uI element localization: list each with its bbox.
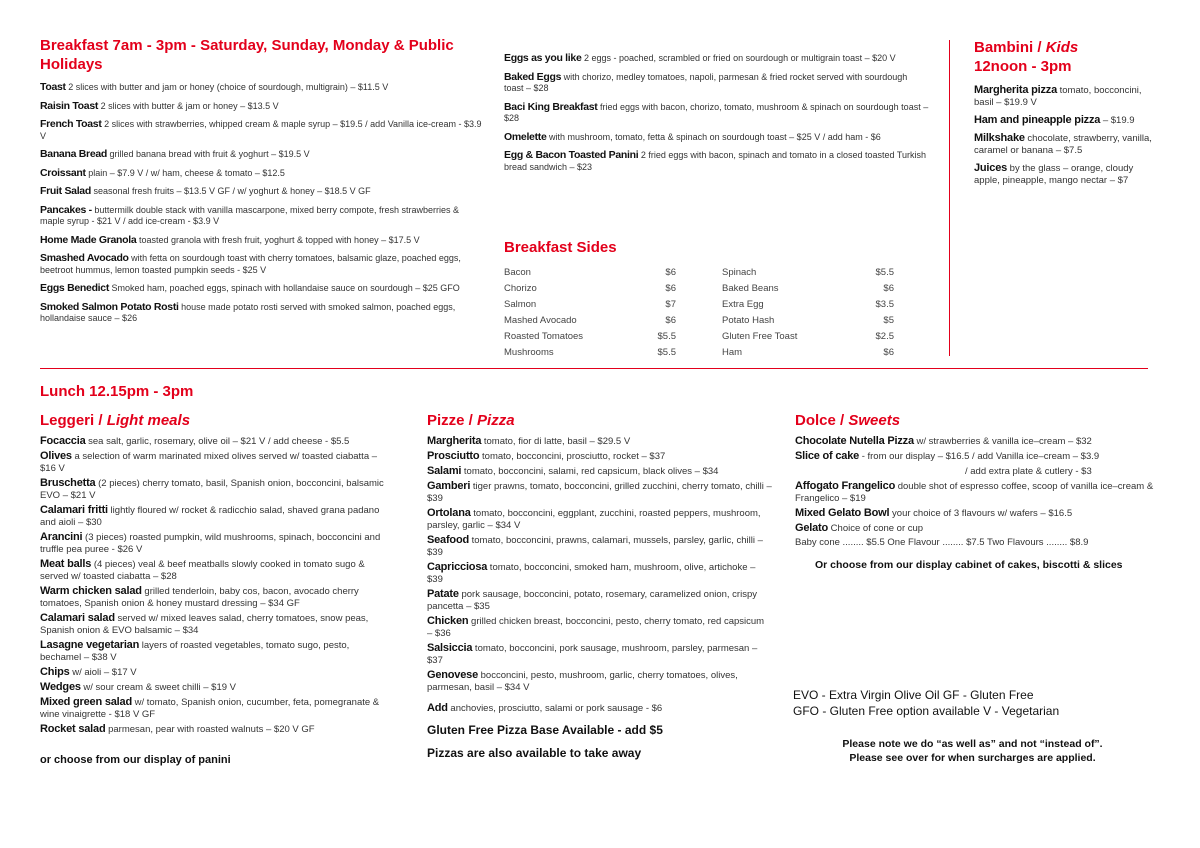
menu-item-name: Mixed green salad (40, 696, 132, 708)
menu-item-desc: w/ sour cream & sweet chilli – $19 V (80, 682, 237, 693)
pizze-title-b: Pizza (477, 412, 515, 429)
menu-item (40, 531, 390, 556)
menu-item-name: Ortolana (427, 507, 471, 519)
menu-item (974, 114, 1154, 127)
menu-item-name: Raisin Toast (40, 99, 99, 112)
menu-item (795, 507, 1155, 520)
menu-item-name: Gelato (795, 522, 829, 534)
menu-item (795, 450, 1155, 463)
menu-item (504, 150, 929, 173)
menu-item-desc: double shot of espresso coffee, scoop of vanilla ice–cream & Frangelico – $19 (795, 481, 1154, 504)
menu-item-desc: tiger prawns, tomato, bocconcini, grilled zucchini, cherry tomato, chilli – $39 (427, 481, 772, 504)
menu-item-name: Margherita (427, 435, 482, 447)
menu-item-name: Egg & Bacon Toasted Panini (504, 149, 639, 161)
menu-item (40, 585, 390, 610)
menu-item-name: Pancakes - (40, 203, 92, 216)
menu-item-desc: toasted granola with fresh fruit, yoghurt & topped with honey – $17.5 V (136, 234, 420, 245)
menu-item-name: Slice of cake (795, 450, 860, 462)
menu-item (40, 681, 390, 694)
breakfast-section (40, 36, 485, 332)
sides-right-column (722, 265, 894, 361)
menu-item-desc: Choice of cone or cup (828, 523, 924, 534)
pizze-list (427, 435, 772, 694)
gelato-prices: Baby cone ........ $5.5 One Flavour ........ $7.5 Two Flavours ........ $8.9 (795, 537, 1089, 548)
side-item (504, 297, 676, 313)
menu-item-name: Home Made Granola (40, 233, 137, 246)
menu-item (40, 666, 390, 679)
menu-item-name: Smoked Salmon Potato Rosti (40, 300, 179, 313)
side-item-price: $2.5 (875, 331, 894, 342)
surcharge-note (795, 737, 1150, 765)
menu-item-name: Eggs as you like (504, 52, 582, 64)
menu-item-name: Gamberi (427, 480, 471, 492)
pizze-title (427, 411, 772, 430)
menu-item-name: Rocket salad (40, 723, 106, 735)
menu-item-name: Capricciosa (427, 561, 488, 573)
menu-item-name: Omelette (504, 130, 547, 143)
menu-item (40, 504, 390, 529)
menu-item (795, 480, 1155, 505)
side-item-name: Ham (722, 347, 743, 358)
side-item (504, 345, 676, 361)
menu-item-name: Ham and pineapple pizza (974, 114, 1101, 126)
menu-item (40, 696, 390, 721)
menu-item (795, 522, 1155, 535)
lunch-title: Lunch 12.15pm - 3pm (40, 383, 194, 400)
menu-item (427, 642, 772, 667)
breakfast-title: Breakfast 7am - 3pm - Saturday, Sunday, Monday & Public Holidays (40, 37, 454, 73)
kids-section (974, 38, 1154, 192)
menu-item-desc: tomato, bocconcini, basil – $19.9 V (974, 85, 1142, 108)
leggeri-title (40, 411, 390, 430)
side-item-name: Mushrooms (504, 347, 554, 358)
legend-line-1: EVO - Extra Virgin Olive Oil GF - Gluten Free (793, 688, 1034, 702)
menu-item (427, 465, 772, 478)
side-item (722, 329, 894, 345)
menu-item-desc: with fetta on sourdough toast with cherry tomatoes, balsamic glaze, poached eggs, beetroot hummus, lemon toasted pumpkin seeds - $25 V (40, 253, 461, 275)
pizza-add-desc: anchovies, prosciutto, salami or pork sausage - $6 (447, 703, 663, 714)
horizontal-divider (40, 368, 1148, 369)
menu-item (427, 669, 772, 694)
side-item-price: $7 (665, 299, 676, 310)
menu-item (40, 82, 485, 94)
menu-item (40, 186, 485, 198)
legend-line-2: GFO - Gluten Free option available V - Vegetarian (793, 704, 1060, 718)
breakfast-list-2 (504, 53, 929, 173)
menu-item-desc: pork sausage, bocconcini, potato, rosemary, caramelized onion, crispy pancetta – $35 (427, 589, 757, 612)
menu-item-desc: tomato, bocconcini, salami, red capsicum, black olives – $34 (461, 466, 719, 477)
menu-item (40, 283, 485, 295)
menu-item (504, 53, 929, 65)
menu-item (40, 477, 390, 502)
menu-item (427, 507, 772, 532)
menu-item (40, 253, 485, 276)
side-item-name: Mashed Avocado (504, 315, 577, 326)
breakfast-list (40, 82, 485, 325)
menu-item-name: Salami (427, 465, 462, 477)
pizza-add (427, 702, 772, 715)
takeaway-note: Pizzas are also available to take away (427, 746, 642, 760)
breakfast-sides-title: Breakfast Sides (504, 239, 617, 256)
menu-item (974, 132, 1154, 157)
menu-item-desc: 2 slices with butter & jam or honey – $13.5 V (98, 100, 279, 111)
panini-note: or choose from our display of panini (40, 754, 231, 766)
menu-item-desc: layers of roasted vegetables, tomato sugo, pesto, bechamel – $38 V (40, 640, 350, 663)
menu-item-name: Bruschetta (40, 477, 96, 489)
side-item-price: $6 (883, 283, 894, 294)
side-item-name: Spinach (722, 267, 757, 278)
dolce-list (795, 435, 1155, 535)
side-item-name: Salmon (504, 299, 537, 310)
menu-item-desc: house made potato rosti served with smoked salmon, poached eggs, hollandaise sauce – $26 (40, 301, 456, 323)
side-item-price: $5 (883, 315, 894, 326)
pizze-section (427, 411, 772, 760)
menu-item-desc: 2 slices with butter and jam or honey (choice of sourdough, multigrain) – $11.5 V (65, 82, 389, 92)
breakfast-section-2 (504, 53, 929, 180)
sides-left-column (504, 265, 676, 361)
side-item-price: $5.5 (657, 347, 676, 358)
vertical-divider (949, 40, 950, 356)
dolce-section (795, 411, 1155, 571)
menu-item (40, 639, 390, 664)
side-item (504, 281, 676, 297)
menu-item-desc: w/ tomato, Spanish onion, cucumber, feta, pomegranate & wine vinaigrette - $18 V GF (40, 697, 380, 720)
menu-item-name: Baked Eggs (504, 70, 562, 83)
kids-list (974, 84, 1154, 187)
side-item (722, 297, 894, 313)
breakfast-sides (504, 238, 894, 361)
menu-item-desc: sea salt, garlic, rosemary, olive oil – $21 V / add cheese - $5.5 (85, 436, 350, 447)
side-item (504, 313, 676, 329)
menu-item-name: Patate (427, 588, 459, 600)
menu-item-name: Olives (40, 450, 72, 462)
menu-item-desc: tomato, bocconcini, eggplant, zucchini, roasted peppers, mushroom, parsley, garlic – $34 V (427, 508, 761, 531)
menu-item-name: Calamari fritti (40, 504, 108, 516)
menu-item (427, 480, 772, 505)
menu-item-name: Wedges (40, 681, 81, 693)
menu-item (795, 465, 1155, 478)
menu-item-desc: by the glass – orange, cloudy apple, pineapple, mango nectar – $7 (974, 163, 1134, 186)
menu-item-desc: Smoked ham, poached eggs, spinach with hollandaise sauce on sourdough – $25 GFO (109, 283, 460, 293)
menu-item-name: Lasagne vegetarian (40, 639, 140, 651)
side-item-name: Chorizo (504, 283, 537, 294)
menu-item (40, 119, 485, 142)
menu-item (427, 561, 772, 586)
menu-item-name: Seafood (427, 534, 469, 546)
menu-item-desc: parmesan, pear with roasted walnuts – $20 V GF (105, 724, 315, 735)
side-item (722, 313, 894, 329)
menu-item-desc: / add extra plate & cutlery - $3 (965, 466, 1092, 477)
menu-item (504, 132, 929, 144)
menu-item-desc: grilled banana bread with fruit & yoghurt – $19.5 V (107, 149, 310, 159)
menu-item-name: Mixed Gelato Bowl (795, 507, 890, 519)
side-item-price: $6 (883, 347, 894, 358)
menu-item-desc: 2 eggs - poached, scrambled or fried on sourdough or multigrain toast – $20 V (581, 53, 896, 63)
gluten-free-base-note: Gluten Free Pizza Base Available - add $5 (427, 723, 663, 737)
pizza-add-name: Add (427, 702, 448, 714)
menu-item-desc: served w/ mixed leaves salad, cherry tomatoes, snow peas, Spanish onion & EVO balsamic – $34 (40, 613, 369, 636)
menu-item (40, 302, 485, 325)
menu-item-name: Calamari salad (40, 612, 115, 624)
menu-item-name: Chocolate Nutella Pizza (795, 435, 914, 447)
menu-item-desc: grilled chicken breast, bocconcini, pesto, cherry tomato, red capsicum – $36 (427, 616, 765, 639)
menu-item-desc: with mushroom, tomato, fetta & spinach on sourdough toast – $25 V / add ham - $6 (546, 131, 881, 142)
menu-item-name: Salsiccia (427, 642, 473, 654)
menu-item-desc: seasonal fresh fruits – $13.5 V GF / w/ yoghurt & honey – $18.5 V GF (90, 186, 371, 196)
dolce-title (795, 411, 1155, 430)
side-item (504, 265, 676, 281)
menu-item (40, 168, 485, 180)
menu-item (40, 450, 390, 475)
menu-item-name: Chicken (427, 615, 469, 627)
diet-legend (793, 687, 1153, 719)
side-item-price: $3.5 (875, 299, 894, 310)
note-line-2: Please see over for when surcharges are applied. (849, 752, 1096, 764)
menu-item-desc: (2 pieces) cherry tomato, basil, Spanish onion, bocconcini, balsamic EVO – $21 V (40, 478, 384, 501)
menu-item-name: Arancini (40, 531, 83, 543)
menu-item (40, 101, 485, 113)
menu-item-desc: a selection of warm marinated mixed olives served w/ toasted ciabatta – $16 V (40, 451, 378, 474)
menu-item-name: Eggs Benedict (40, 282, 110, 294)
side-item-name: Baked Beans (722, 283, 779, 294)
kids-time: 12noon - 3pm (974, 58, 1072, 75)
menu-item-desc: - from our display – $16.5 / add Vanilla ice–cream – $3.9 (859, 451, 1100, 462)
menu-item-desc: tomato, bocconcini, prosciutto, rocket – $37 (479, 451, 666, 462)
menu-item-name: Affogato Frangelico (795, 480, 896, 492)
menu-item-desc: plain – $7.9 V / w/ ham, cheese & tomato – $12.5 (85, 167, 285, 178)
menu-item-desc: grilled tenderloin, baby cos, bacon, avocado cherry tomatoes, Spanish onion & honey mustard dressing – $34 GF (40, 586, 359, 609)
menu-item (427, 534, 772, 559)
menu-item-desc: 2 slices with strawberries, whipped cream & maple syrup – $19.5 / add Vanilla ice-cream - $3.9 V (40, 119, 482, 141)
menu-item-name: Banana Bread (40, 148, 108, 160)
pizze-title-a: Pizze / (427, 412, 478, 429)
kids-title (974, 38, 1154, 57)
side-item-price: $5.5 (875, 267, 894, 278)
side-item-name: Extra Egg (722, 299, 764, 310)
menu-item-desc: w/ aioli – $17 V (69, 667, 137, 678)
menu-item (504, 102, 929, 125)
menu-item (974, 162, 1154, 187)
menu-item-name: Fruit Salad (40, 185, 91, 197)
menu-item-name: Smashed Avocado (40, 252, 129, 264)
menu-item (504, 72, 929, 95)
menu-item-name: Croissant (40, 166, 86, 179)
side-item-price: $6 (665, 267, 676, 278)
leggeri-section (40, 411, 390, 766)
display-cabinet-note: Or choose from our display cabinet of cakes, biscotti & slices (815, 559, 1123, 571)
menu-item-name: Toast (40, 81, 66, 93)
menu-item (40, 558, 390, 583)
dolce-title-b: Sweets (848, 412, 901, 429)
side-item-name: Bacon (504, 267, 531, 278)
menu-item (40, 205, 485, 228)
side-item-price: $6 (665, 283, 676, 294)
menu-item-desc: fried eggs with bacon, chorizo, tomato, mushroom & spinach on sourdough toast – $28 (504, 101, 929, 123)
menu-item-name: Focaccia (40, 435, 86, 447)
menu-item-name: French Toast (40, 118, 102, 130)
menu-item (974, 84, 1154, 109)
menu-item (40, 723, 390, 736)
menu-item-desc: lightly floured w/ rocket & radicchio salad, shaved grana padano and aioli – $30 (40, 505, 380, 528)
menu-item (795, 435, 1155, 448)
side-item-name: Gluten Free Toast (722, 331, 798, 342)
kids-title-a: Bambini / (974, 39, 1046, 56)
side-item (504, 329, 676, 345)
menu-item-desc: tomato, bocconcini, prawns, calamari, mussels, parsley, garlic, chilli – $39 (427, 535, 763, 558)
leggeri-title-a: Leggeri / (40, 412, 107, 429)
menu-item-desc: w/ strawberries & vanilla ice–cream – $32 (913, 436, 1092, 447)
menu-item-name: Warm chicken salad (40, 585, 142, 597)
menu-item-desc: (4 pieces) veal & beef meatballs slowly cooked in tomato sugo & served w/ toasted ciabatta – $28 (40, 559, 365, 582)
side-item (722, 345, 894, 361)
side-item (722, 265, 894, 281)
menu-item-desc: tomato, fior di latte, basil – $29.5 V (481, 436, 631, 447)
menu-item (40, 149, 485, 161)
menu-item (427, 435, 772, 448)
menu-item (427, 450, 772, 463)
leggeri-title-b: Light meals (106, 412, 191, 429)
menu-item (40, 435, 390, 448)
menu-item (40, 235, 485, 247)
dolce-title-a: Dolce / (795, 412, 849, 429)
menu-item-desc: buttermilk double stack with vanilla mascarpone, mixed berry compote, fresh strawberries & maple syrup - $21 V / add ice-cream - $3.9 V (40, 204, 460, 226)
menu-item-name: Baci King Breakfast (504, 100, 598, 113)
side-item (722, 281, 894, 297)
menu-item-desc: bocconcini, pesto, mushroom, garlic, cherry tomatoes, olives, parmesan, basil – $34 V (427, 670, 738, 693)
menu-item-desc: (3 pieces) roasted pumpkin, wild mushrooms, spinach, bocconcini and truffle pea puree - $26 V (40, 532, 381, 555)
note-line-1: Please note we do “as well as” and not “instead of”. (842, 738, 1103, 750)
menu-item-desc: your choice of 3 flavours w/ wafers – $16.5 (889, 508, 1073, 519)
menu-item-desc: 2 fried eggs with bacon, spinach and tomato in a closed toasted Turkish bread sandwich – $23 (504, 150, 927, 172)
menu-item-desc: – $19.9 (1100, 115, 1135, 126)
menu-item-name: Margherita pizza (974, 84, 1057, 96)
menu-item-desc: with chorizo, medley tomatoes, napoli, parmesan & fried rocket served with sourdough toast – $28 (504, 71, 908, 93)
menu-item-desc: tomato, bocconcini, smoked ham, mushroom, olive, artichoke – $39 (427, 562, 756, 585)
menu-item-name: Prosciutto (427, 450, 480, 462)
menu-item (427, 588, 772, 613)
menu-item (427, 615, 772, 640)
side-item-name: Potato Hash (722, 315, 775, 326)
menu-item (40, 612, 390, 637)
menu-item-name: Chips (40, 666, 70, 678)
menu-item-name: Meat balls (40, 558, 92, 570)
menu-item-name: Juices (974, 162, 1008, 174)
side-item-price: $5.5 (657, 331, 676, 342)
menu-item-name: Genovese (427, 669, 478, 681)
kids-title-b: Kids (1045, 39, 1079, 56)
leggeri-list (40, 435, 390, 736)
menu-item-name: Milkshake (974, 132, 1025, 144)
menu-item-desc: tomato, bocconcini, pork sausage, mushroom, parsley, parmesan – $37 (427, 643, 758, 666)
side-item-name: Roasted Tomatoes (504, 331, 584, 342)
side-item-price: $6 (665, 315, 676, 326)
menu-item-desc: chocolate, strawberry, vanilla, caramel or banana – $7.5 (974, 133, 1152, 156)
